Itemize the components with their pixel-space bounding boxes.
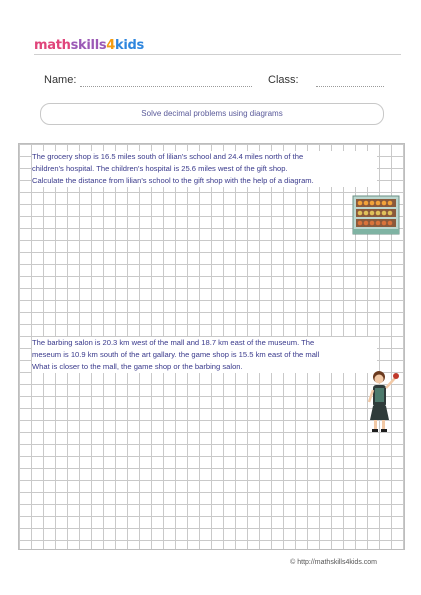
logo-part-4: 4 [106,38,116,53]
hairdresser-illustration [366,368,402,436]
worksheet-title: Solve decimal problems using diagrams [40,103,384,125]
problem-1 [32,151,377,187]
name-label: Name: [44,74,77,86]
footer-copyright: © http://mathskills4kids.com [290,559,377,566]
problem-2 [32,337,377,373]
logo-part-math: math [34,38,71,53]
class-label: Class: [268,74,299,86]
problem-2-line: What is closer to the mall, the game shop or the barbing salon. [32,361,377,373]
logo-part-skills: skills [70,38,107,53]
header-divider [34,54,401,55]
problem-1-line: Calculate the distance from lilian's school to the gift shop with the help of a diagram. [32,175,377,187]
logo-part-kids: kids [115,38,144,53]
problem-1-line: children's hospital. The children's hospital is 25.6 miles west of the gift shop. [32,163,377,175]
problem-2-line: The barbing salon is 20.3 km west of the mall and 18.7 km east of the museum. The [32,337,377,349]
problem-2-line: meseum is 10.9 km south of the art gallary. the game shop is 15.5 km east of the mall [32,349,377,361]
name-field[interactable] [80,86,252,87]
mathskills4kids-logo [34,38,144,53]
problem-1-line: The grocery shop is 16.5 miles south of lilian's school and 24.4 miles north of the [32,151,377,163]
grocery-shelf-illustration [352,195,400,235]
class-field[interactable] [316,86,384,87]
